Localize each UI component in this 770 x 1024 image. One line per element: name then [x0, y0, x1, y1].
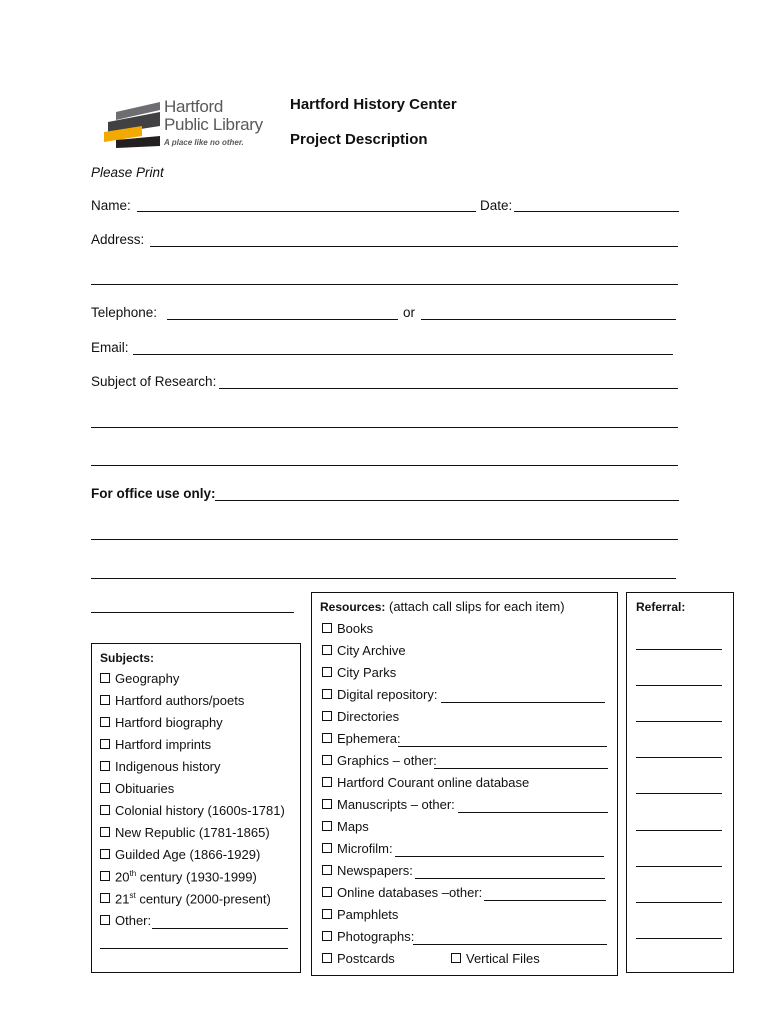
checkbox-icon[interactable] [322, 689, 332, 699]
subject-of-research-line3[interactable] [91, 465, 678, 466]
hartford-public-library-logo [102, 98, 272, 154]
subject-other[interactable]: Other: [100, 913, 151, 928]
resources-box [311, 592, 618, 976]
resource-online-databases[interactable]: Online databases –other: [322, 885, 482, 900]
checkbox-icon[interactable] [100, 871, 110, 881]
subject-20th-century[interactable]: 20th century (1930-1999) [100, 869, 257, 884]
telephone-or-label: or [403, 305, 416, 320]
referral-line-1[interactable] [636, 649, 722, 650]
email-label: Email: [91, 340, 129, 355]
address-label: Address: [91, 232, 145, 247]
checkbox-icon[interactable] [100, 739, 110, 749]
referral-line-9[interactable] [636, 938, 722, 939]
checkbox-icon[interactable] [322, 953, 332, 963]
subject-of-research-field[interactable] [219, 388, 678, 389]
digital-repository-field[interactable] [441, 702, 605, 703]
checkbox-icon[interactable] [322, 931, 332, 941]
referral-line-2[interactable] [636, 685, 722, 686]
resource-city-parks[interactable]: City Parks [322, 665, 396, 680]
resource-manuscripts[interactable]: Manuscripts – other: [322, 797, 455, 812]
checkbox-icon[interactable] [322, 909, 332, 919]
logo-wordmark-line2: Public Library [164, 115, 263, 134]
resource-maps[interactable]: Maps [322, 819, 369, 834]
office-use-field[interactable] [215, 500, 679, 501]
photographs-field[interactable] [413, 944, 607, 945]
subjects-heading: Subjects: [100, 651, 155, 665]
telephone-field[interactable] [167, 319, 398, 320]
subject-guilded-age[interactable]: Guilded Age (1866-1929) [100, 847, 260, 862]
date-field[interactable] [514, 211, 679, 212]
subject-new-republic[interactable]: New Republic (1781-1865) [100, 825, 270, 840]
manuscripts-other-field[interactable] [458, 812, 608, 813]
checkbox-icon[interactable] [100, 717, 110, 727]
subject-21st-century[interactable]: 21st century (2000-present) [100, 891, 271, 906]
checkbox-icon[interactable] [322, 623, 332, 633]
resource-graphics[interactable]: Graphics – other: [322, 753, 437, 768]
resource-digital-repository[interactable]: Digital repository: [322, 687, 437, 702]
referral-line-3[interactable] [636, 721, 722, 722]
checkbox-icon[interactable] [100, 849, 110, 859]
resource-hartford-courant[interactable]: Hartford Courant online database [322, 775, 529, 790]
checkbox-icon[interactable] [322, 865, 332, 875]
checkbox-icon[interactable] [100, 695, 110, 705]
form-title: Project Description [290, 131, 428, 148]
office-use-line2[interactable] [91, 539, 678, 540]
office-use-label: For office use only: [91, 486, 216, 501]
referral-line-8[interactable] [636, 902, 722, 903]
please-print-note: Please Print [91, 165, 164, 180]
checkbox-icon[interactable] [100, 783, 110, 793]
resource-directories[interactable]: Directories [322, 709, 399, 724]
address-field[interactable] [150, 246, 678, 247]
checkbox-icon[interactable] [322, 821, 332, 831]
referral-line-4[interactable] [636, 757, 722, 758]
subjects-box [91, 643, 301, 973]
subject-obituaries[interactable]: Obituaries [100, 781, 174, 796]
checkbox-icon[interactable] [322, 799, 332, 809]
resource-microfilm[interactable]: Microfilm: [322, 841, 393, 856]
subject-of-research-line2[interactable] [91, 427, 678, 428]
subject-of-research-label: Subject of Research: [91, 374, 217, 389]
checkbox-icon[interactable] [100, 805, 110, 815]
checkbox-icon[interactable] [322, 887, 332, 897]
checkbox-icon[interactable] [451, 953, 461, 963]
online-databases-field[interactable] [484, 900, 606, 901]
subject-colonial-history[interactable]: Colonial history (1600s-1781) [100, 803, 285, 818]
email-field[interactable] [133, 354, 673, 355]
name-label: Name: [91, 198, 131, 213]
ephemera-field[interactable] [398, 746, 607, 747]
checkbox-icon[interactable] [100, 893, 110, 903]
resource-photographs[interactable]: Photographs: [322, 929, 414, 944]
resource-books[interactable]: Books [322, 621, 373, 636]
newspapers-field[interactable] [415, 878, 605, 879]
checkbox-icon[interactable] [100, 915, 110, 925]
referral-line-5[interactable] [636, 793, 722, 794]
telephone-label: Telephone: [91, 305, 158, 320]
checkbox-icon[interactable] [100, 673, 110, 683]
resources-heading: Resources: (attach call slips for each item) [320, 599, 565, 614]
subject-hartford-imprints[interactable]: Hartford imprints [100, 737, 211, 752]
library-logo-mark-icon [102, 102, 162, 150]
checkbox-icon[interactable] [322, 667, 332, 677]
subject-hartford-biography[interactable]: Hartford biography [100, 715, 223, 730]
office-use-line4[interactable] [91, 612, 294, 613]
checkbox-icon[interactable] [100, 827, 110, 837]
logo-tagline: A place like no other. [164, 138, 244, 147]
referral-line-6[interactable] [636, 830, 722, 831]
subject-geography[interactable]: Geography [100, 671, 179, 686]
checkbox-icon[interactable] [322, 645, 332, 655]
referral-heading: Referral: [636, 600, 686, 614]
resource-pamphlets[interactable]: Pamphlets [322, 907, 398, 922]
resource-ephemera[interactable]: Ephemera: [322, 731, 401, 746]
resource-newspapers[interactable]: Newspapers: [322, 863, 413, 878]
office-use-line3[interactable] [91, 578, 676, 579]
subject-other-field-line2[interactable] [100, 948, 288, 949]
subject-other-field[interactable] [152, 928, 288, 929]
subject-hartford-authors[interactable]: Hartford authors/poets [100, 693, 244, 708]
resource-vertical-files[interactable]: Vertical Files [451, 951, 540, 966]
telephone-alt-field[interactable] [421, 319, 676, 320]
resource-postcards[interactable]: Postcards [322, 951, 395, 966]
checkbox-icon[interactable] [322, 777, 332, 787]
checkbox-icon[interactable] [322, 711, 332, 721]
checkbox-icon[interactable] [322, 843, 332, 853]
date-label: Date: [480, 198, 513, 213]
microfilm-field[interactable] [395, 856, 604, 857]
resource-city-archive[interactable]: City Archive [322, 643, 406, 658]
name-field[interactable] [137, 211, 476, 212]
address-field-line2[interactable] [91, 284, 678, 285]
checkbox-icon[interactable] [322, 755, 332, 765]
referral-line-7[interactable] [636, 866, 722, 867]
subject-indigenous-history[interactable]: Indigenous history [100, 759, 221, 774]
referral-box [626, 592, 734, 973]
graphics-other-field[interactable] [434, 768, 608, 769]
org-title: Hartford History Center [290, 96, 457, 113]
checkbox-icon[interactable] [100, 761, 110, 771]
logo-wordmark-line1: Hartford [164, 97, 224, 116]
checkbox-icon[interactable] [322, 733, 332, 743]
